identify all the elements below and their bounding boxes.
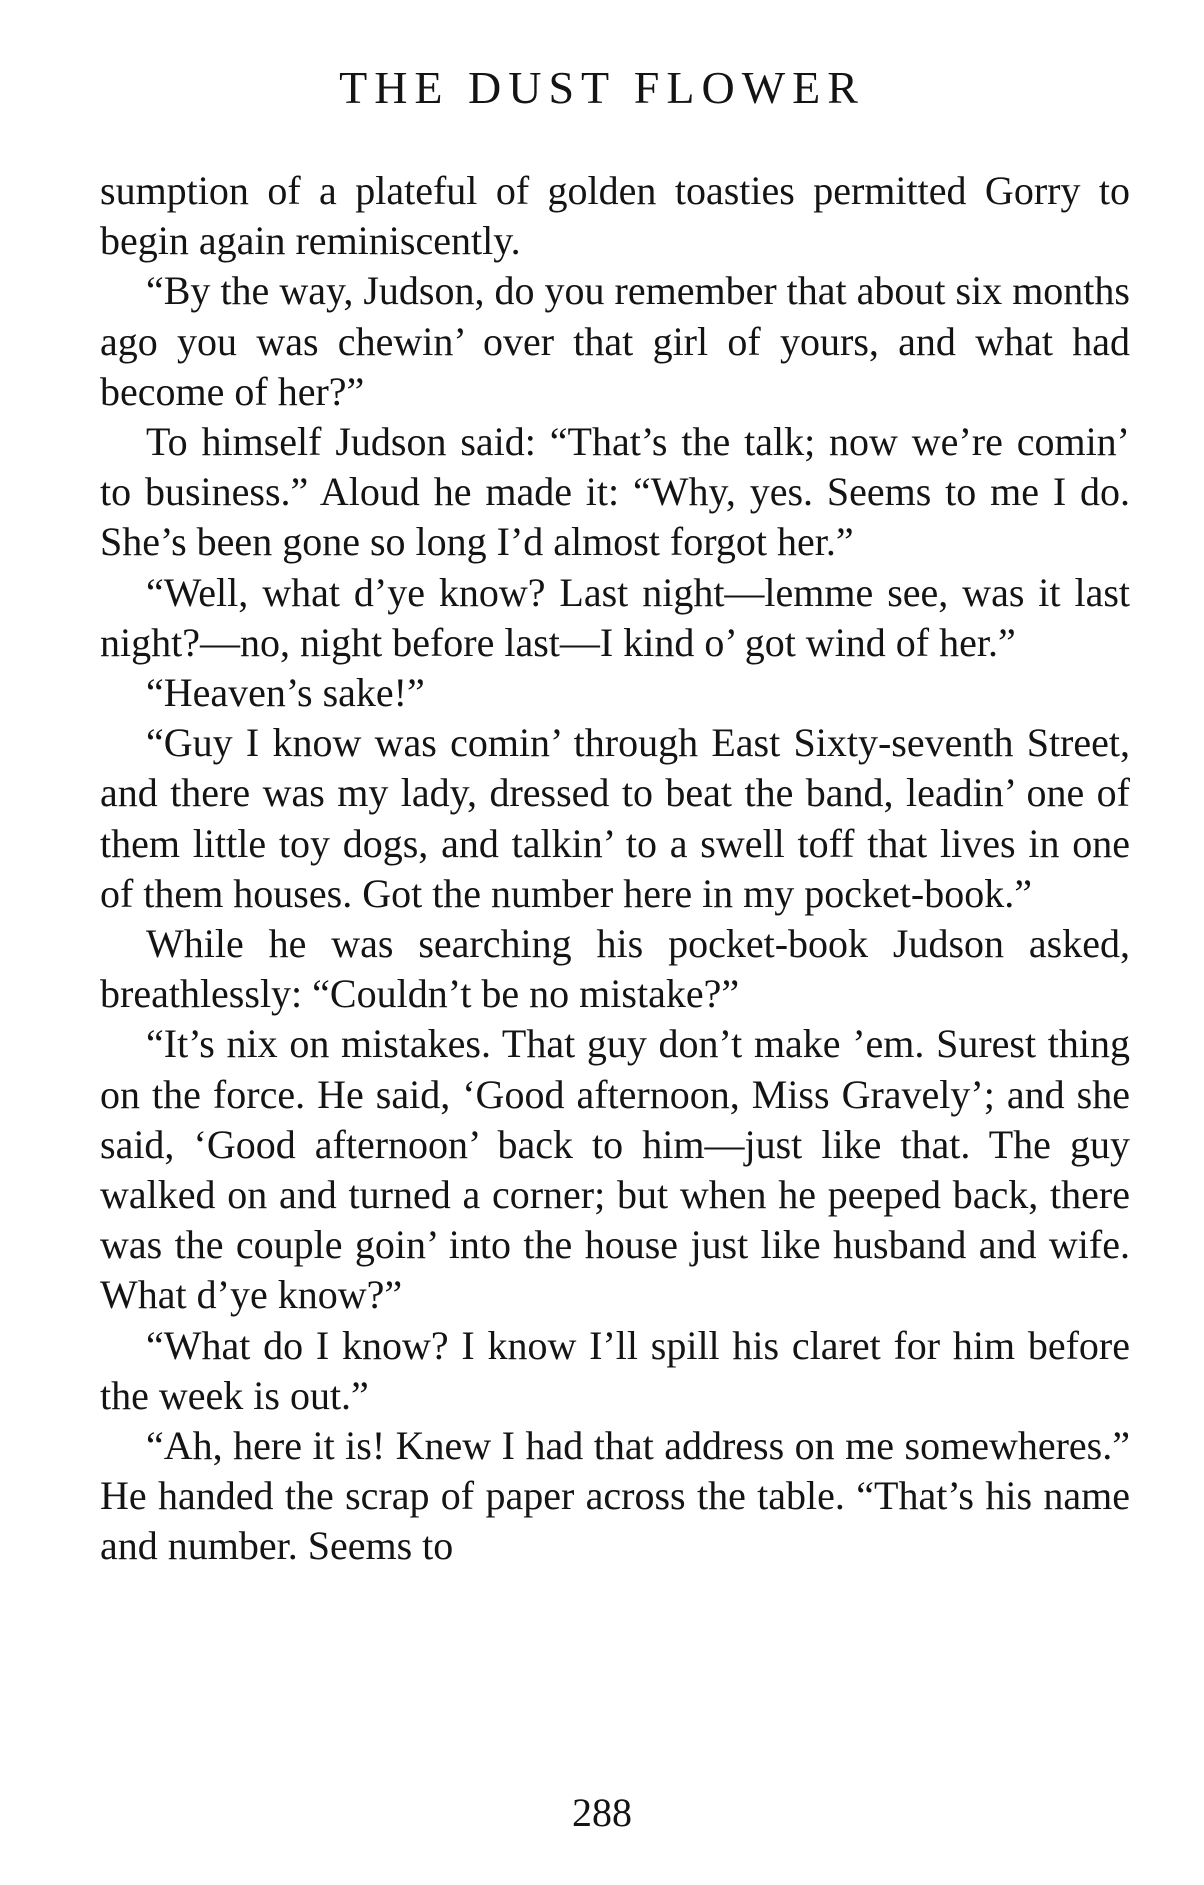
running-title: THE DUST FLOWER: [339, 62, 865, 113]
paragraph: “Well, what d’ye know? Last night—lemme see, was it last night?—no, night before last—I kind o’ got wind of her.”: [100, 569, 1130, 665]
paragraph: “It’s nix on mistakes. That guy don’t make ’em. Surest thing on the force. He said, ‘Good afternoon, Miss Gravely’; and she said, ‘Good afternoon’ back to him—just like that. The guy walked on and turned a corner; but when he peeped back, there was the couple goin’ into the house just like husband and wife. What d’ye know?”: [100, 1021, 1130, 1318]
paragraph: “By the way, Judson, do you remember that about six months ago you was chewin’ over that girl of yours, and what had become of her?”: [100, 268, 1130, 414]
paragraph-continued: sumption of a plateful of golden toasties permitted Gorry to begin again reminiscently.: [100, 168, 1130, 264]
paragraph: “Ah, here it is! Knew I had that address on me somewheres.” He handed the scrap of paper across the table. “That’s his name and number. Seems to: [100, 1423, 1130, 1569]
page-number: 288: [572, 1790, 632, 1835]
paragraph: “What do I know? I know I’ll spill his claret for him before the week is out.”: [100, 1322, 1130, 1418]
paragraph: To himself Judson said: “That’s the talk; now we’re comin’ to business.” Aloud he made it: “Why, yes. Seems to me I do. She’s been gone so long I’d almost forgot her.”: [100, 419, 1130, 565]
body-text: [100, 166, 1130, 1572]
paragraph: While he was searching his pocket-book Judson asked, breathlessly: “Couldn’t be no mistake?”: [100, 921, 1130, 1017]
paragraph: “Heaven’s sake!”: [146, 670, 425, 716]
paragraph: “Guy I know was comin’ through East Sixty-seventh Street, and there was my lady, dressed to beat the band, leadin’ one of them little toy dogs, and talkin’ to a swell toff that lives in one of them houses. Got the number here in my pocket-book.”: [100, 720, 1130, 916]
